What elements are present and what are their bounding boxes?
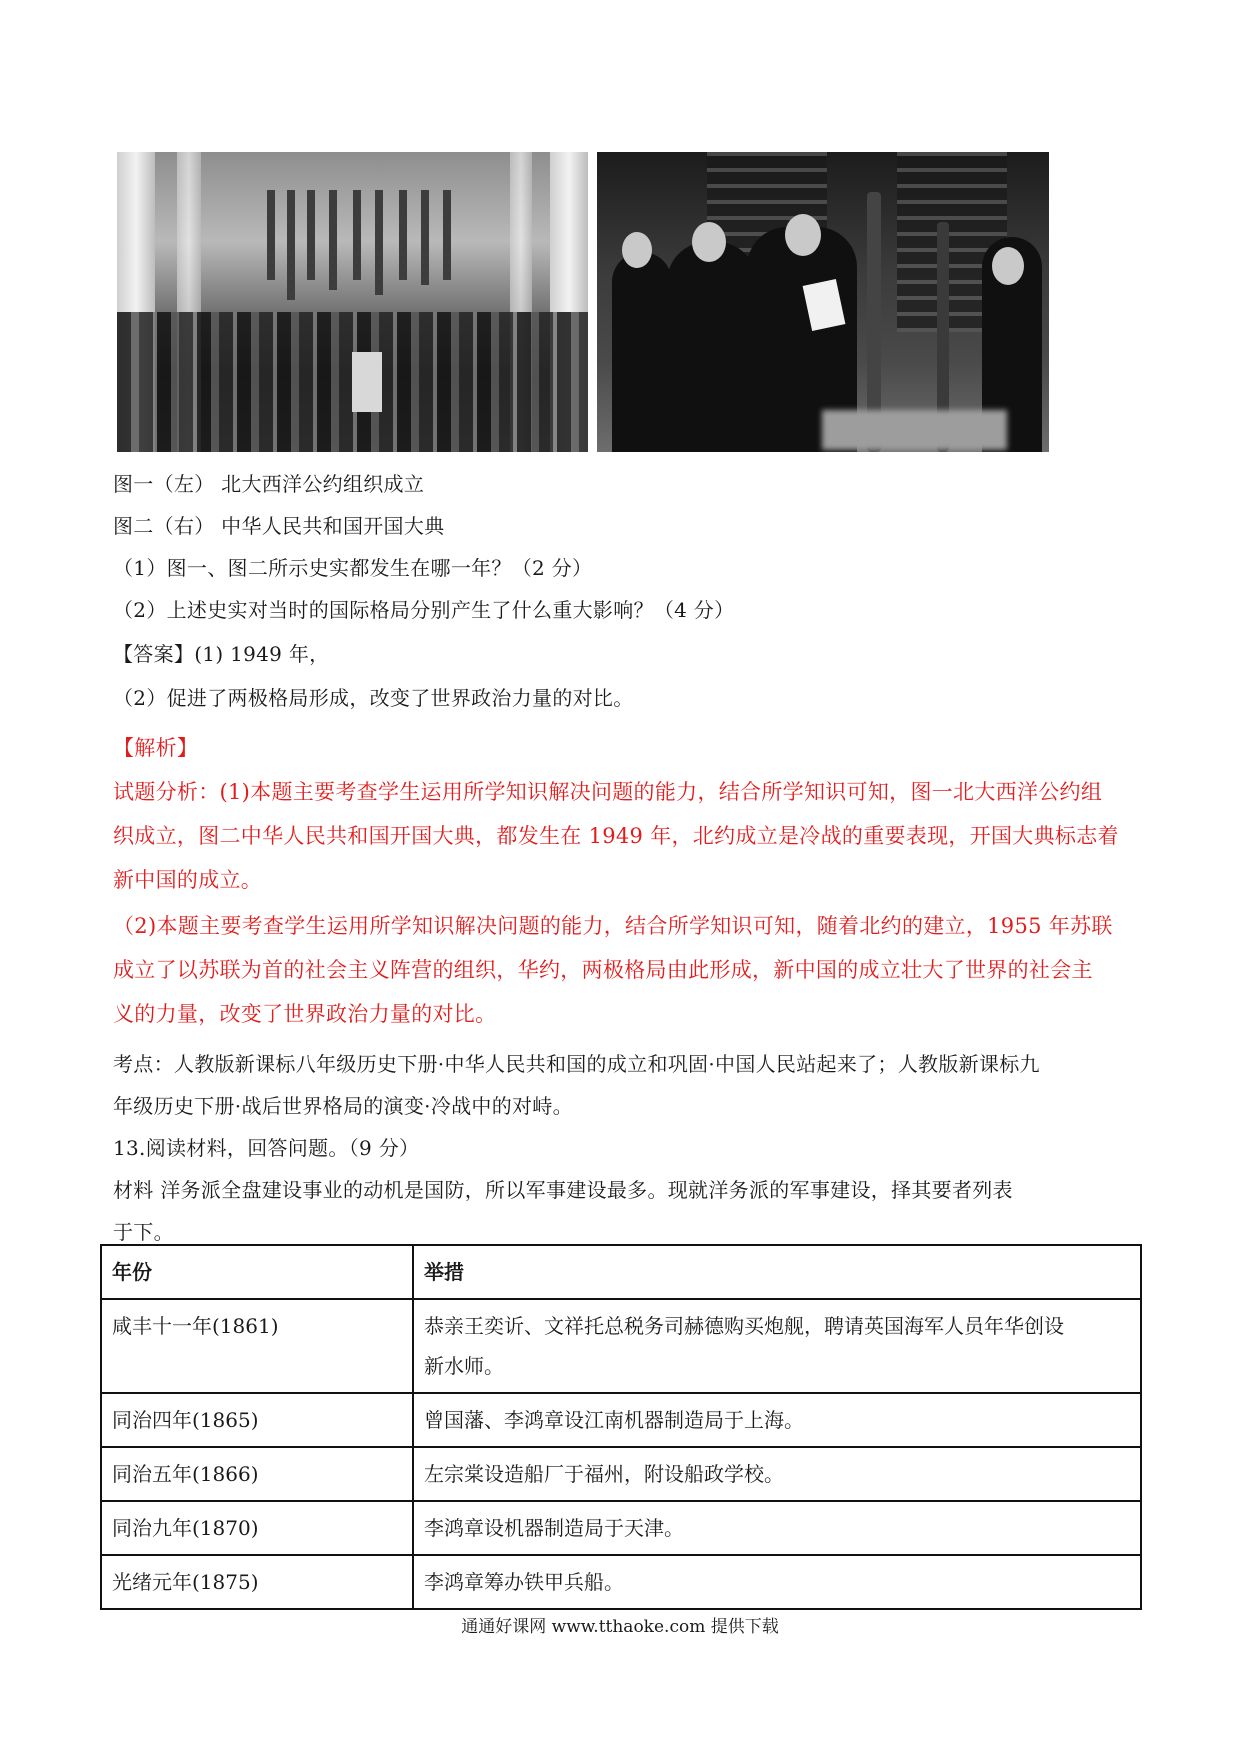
caption-figure-two: 图二（右） 中华人民共和国开国大典 (113, 514, 445, 538)
analysis-line: 成立了以苏联为首的社会主义阵营的组织，华约，两极格局由此形成，新中国的成立壮大了世界的社会主 (113, 958, 1093, 982)
analysis-line: 试题分析：(1)本题主要考查学生运用所学知识解决问题的能力，结合所学知识可知，图一北大西洋公约组 (113, 780, 1103, 804)
page-footer: 通通好课网 www.tthaoke.com 提供下载 (461, 1617, 779, 1637)
kaodian-line-one: 考点：人教版新课标八年级历史下册·中华人民共和国的成立和巩固·中国人民站起来了；人教版新课标九 (113, 1052, 1040, 1076)
table-row (101, 1299, 1141, 1393)
header-year: 年份 (101, 1245, 413, 1299)
measure-cell: 左宗棠设造船厂于福州，附设船政学校。 (413, 1447, 1141, 1501)
question-thirteen-title: 13.阅读材料，回答问题。（9 分） (113, 1136, 420, 1160)
measure-text: 恭亲王奕䜣、文祥托总税务司赫德购买炮舰，聘请英国海军人员年华创设 (424, 1314, 1064, 1338)
year-cell: 同治九年(1870) (101, 1501, 413, 1555)
analysis-line: 新中国的成立。 (113, 868, 263, 892)
analysis-line: 织成立，图二中华人民共和国开国大典，都发生在 1949 年，北约成立是冷战的重要表现，开国大典标志着 (113, 824, 1119, 848)
table-row (101, 1393, 1141, 1447)
measure-cell (413, 1299, 1141, 1393)
caption-figure-one: 图一（左） 北大西洋公约组织成立 (113, 472, 425, 496)
founding-ceremony-photo (597, 152, 1049, 452)
measure-cell: 李鸿章筹办铁甲兵船。 (413, 1555, 1141, 1609)
answer-line-one (113, 638, 329, 667)
year-cell: 同治五年(1866) (101, 1447, 413, 1501)
header-measure: 举措 (413, 1245, 1141, 1299)
material-line-two: 于下。 (113, 1220, 174, 1244)
answer-part-one: (1) 1949 年， (194, 642, 330, 666)
measure-cell: 李鸿章设机器制造局于天津。 (413, 1501, 1141, 1555)
table-row (101, 1555, 1141, 1609)
nato-founding-photo (117, 152, 588, 452)
answer-label: 【答案】 (113, 642, 195, 666)
military-construction-table (100, 1244, 1142, 1610)
table-row (101, 1501, 1141, 1555)
table-header-row (101, 1245, 1141, 1299)
year-cell: 光绪元年(1875) (101, 1555, 413, 1609)
table-row (101, 1447, 1141, 1501)
kaodian-line-two: 年级历史下册·战后世界格局的演变·冷战中的对峙。 (113, 1094, 573, 1118)
measure-text: 新水师。 (424, 1354, 504, 1378)
answer-part-two: （2）促进了两极格局形成，改变了世界政治力量的对比。 (113, 686, 634, 710)
analysis-line: （2)本题主要考查学生运用所学知识解决问题的能力，结合所学知识可知，随着北约的建立，1955 年苏联 (113, 914, 1113, 938)
analysis-line: 义的力量，改变了世界政治力量的对比。 (113, 1002, 497, 1026)
question-two: （2）上述史实对当时的国际格局分别产生了什么重大影响？（4 分） (113, 598, 735, 622)
question-one: （1）图一、图二所示史实都发生在哪一年？（2 分） (113, 556, 593, 580)
measure-cell: 曾国藩、李鸿章设江南机器制造局于上海。 (413, 1393, 1141, 1447)
analysis-label: 【解析】 (113, 736, 199, 760)
year-cell: 同治四年(1865) (101, 1393, 413, 1447)
year-cell: 咸丰十一年(1861) (101, 1299, 413, 1393)
material-line-one: 材料 洋务派全盘建设事业的动机是国防，所以军事建设最多。现就洋务派的军事建设，择其要者列表 (113, 1178, 1013, 1202)
